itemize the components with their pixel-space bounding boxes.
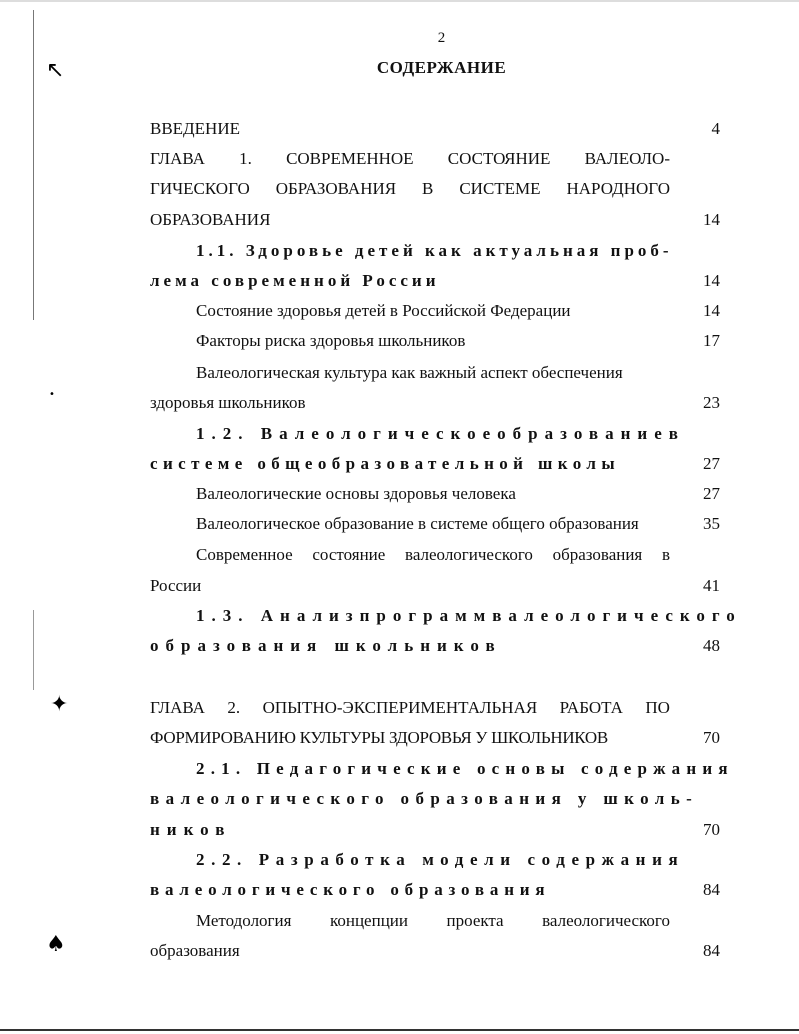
toc-item <box>196 909 670 933</box>
toc-s1-1-page: 14 <box>703 271 720 290</box>
toc-s1-2-page: 27 <box>703 454 720 473</box>
toc-s2-1-line2: валеологического образования у школь- <box>150 789 699 808</box>
margin-mark-lower: ✦ <box>50 692 69 717</box>
toc-s2-2-page: 84 <box>703 880 720 899</box>
scan-border-bottom <box>0 1029 799 1031</box>
toc-intro: ВВЕДЕНИЕ <box>150 119 240 138</box>
word: ГЛАВА <box>150 149 205 168</box>
toc-s1-3-page: 48 <box>703 636 720 655</box>
word: РАБОТА <box>559 698 623 717</box>
word: НАРОДНОГО <box>566 179 670 198</box>
word: 1. <box>239 149 252 168</box>
word: Современное <box>196 545 293 564</box>
toc-s2-1-line3: ников <box>150 820 232 839</box>
word: ОПЫТНО-ЭКСПЕРИМЕНТАЛЬНАЯ <box>262 698 538 717</box>
word: 2. <box>227 698 241 717</box>
toc-item-cont: России <box>150 576 202 595</box>
toc-item <box>196 543 670 567</box>
word: валеологического <box>405 545 533 564</box>
toc-item: Валеологические основы здоровья человека <box>196 484 516 503</box>
word: СИСТЕМЕ <box>459 179 541 198</box>
scan-margin-line <box>33 10 34 320</box>
page-title: СОДЕРЖАНИЕ <box>376 58 507 77</box>
toc-s1-3-line1 <box>196 604 742 628</box>
word: валеологического <box>492 606 742 625</box>
toc-item: Факторы риска здоровья школьников <box>196 331 466 350</box>
word: В <box>422 179 434 198</box>
word: программ <box>359 606 493 625</box>
toc-item: Валеологическая культура как важный аспект обеспечения <box>196 363 623 382</box>
toc-chapter1-line3: ОБРАЗОВАНИЯ <box>150 210 271 229</box>
toc-chapter1-page: 14 <box>703 210 720 229</box>
toc-item-cont: образования <box>150 941 240 960</box>
toc-s1-2-line2: системе общеобразовательной школы <box>150 454 621 473</box>
toc-item-page: 84 <box>703 941 720 960</box>
word: ГЛАВА <box>150 698 205 717</box>
word: ПО <box>645 698 670 717</box>
word: ГИЧЕСКОГО <box>150 179 250 198</box>
toc-s2-2-line2: валеологического образования <box>150 880 551 899</box>
toc-item: Состояние здоровья детей в Российской Федерации <box>196 301 571 320</box>
word: в <box>661 545 670 564</box>
word: СОСТОЯНИЕ <box>447 149 551 168</box>
toc-intro-page: 4 <box>711 119 720 138</box>
word: ВАЛЕОЛО- <box>584 149 670 168</box>
word: валеологического <box>542 911 670 930</box>
word: концепции <box>329 911 408 930</box>
word: состояние <box>312 545 386 564</box>
word: Методология <box>196 911 292 930</box>
toc-s1-1-line2: лема современной России <box>150 271 440 290</box>
toc-item-page: 41 <box>703 576 720 595</box>
toc-chapter2-line2: ФОРМИРОВАНИЮ КУЛЬТУРЫ ЗДОРОВЬЯ У ШКОЛЬНИКОВ <box>150 728 608 747</box>
toc-item-page: 35 <box>703 514 720 533</box>
word: 1.3. Анализ <box>196 606 360 625</box>
word: СОВРЕМЕННОЕ <box>286 149 414 168</box>
toc-item: Валеологическое образование в системе общего образования <box>196 514 639 533</box>
toc-s2-1-page: 70 <box>703 820 720 839</box>
word: проекта <box>446 911 504 930</box>
toc-item-page: 14 <box>703 301 720 320</box>
margin-mark-bottom: ♠ <box>46 932 66 957</box>
toc-chapter1-line2 <box>150 177 670 201</box>
word: образования <box>552 545 643 564</box>
scan-margin-line-lower <box>33 610 34 690</box>
word: ОБРАЗОВАНИЯ <box>275 179 397 198</box>
toc-item-page: 27 <box>703 484 720 503</box>
toc-chapter1-line1 <box>150 147 670 171</box>
toc-chapter2-page: 70 <box>703 728 720 747</box>
toc-item-page: 23 <box>703 393 720 412</box>
margin-mark-top: ↖ <box>46 58 65 83</box>
toc-item-cont: здоровья школьников <box>150 393 306 412</box>
toc-s2-2-line1: 2.2. Разработка модели содержания <box>196 850 685 869</box>
word: в <box>668 424 685 443</box>
word: образование <box>497 424 669 443</box>
margin-mark-middle: • <box>49 389 55 400</box>
page-number: 2 <box>437 30 446 46</box>
toc-chapter2-line1 <box>150 696 670 720</box>
word: 1.2. Валеологическое <box>196 424 498 443</box>
toc-item-page: 17 <box>703 331 720 350</box>
scan-border-top <box>0 0 799 2</box>
toc-s1-1-line1: 1.1. Здоровье детей как актуальная проб- <box>196 241 673 260</box>
toc-s1-3-line2: образования школьников <box>150 636 502 655</box>
toc-s1-2-line1 <box>196 422 685 446</box>
toc-s2-1-line1: 2.1. Педагогические основы содержания <box>196 759 734 778</box>
